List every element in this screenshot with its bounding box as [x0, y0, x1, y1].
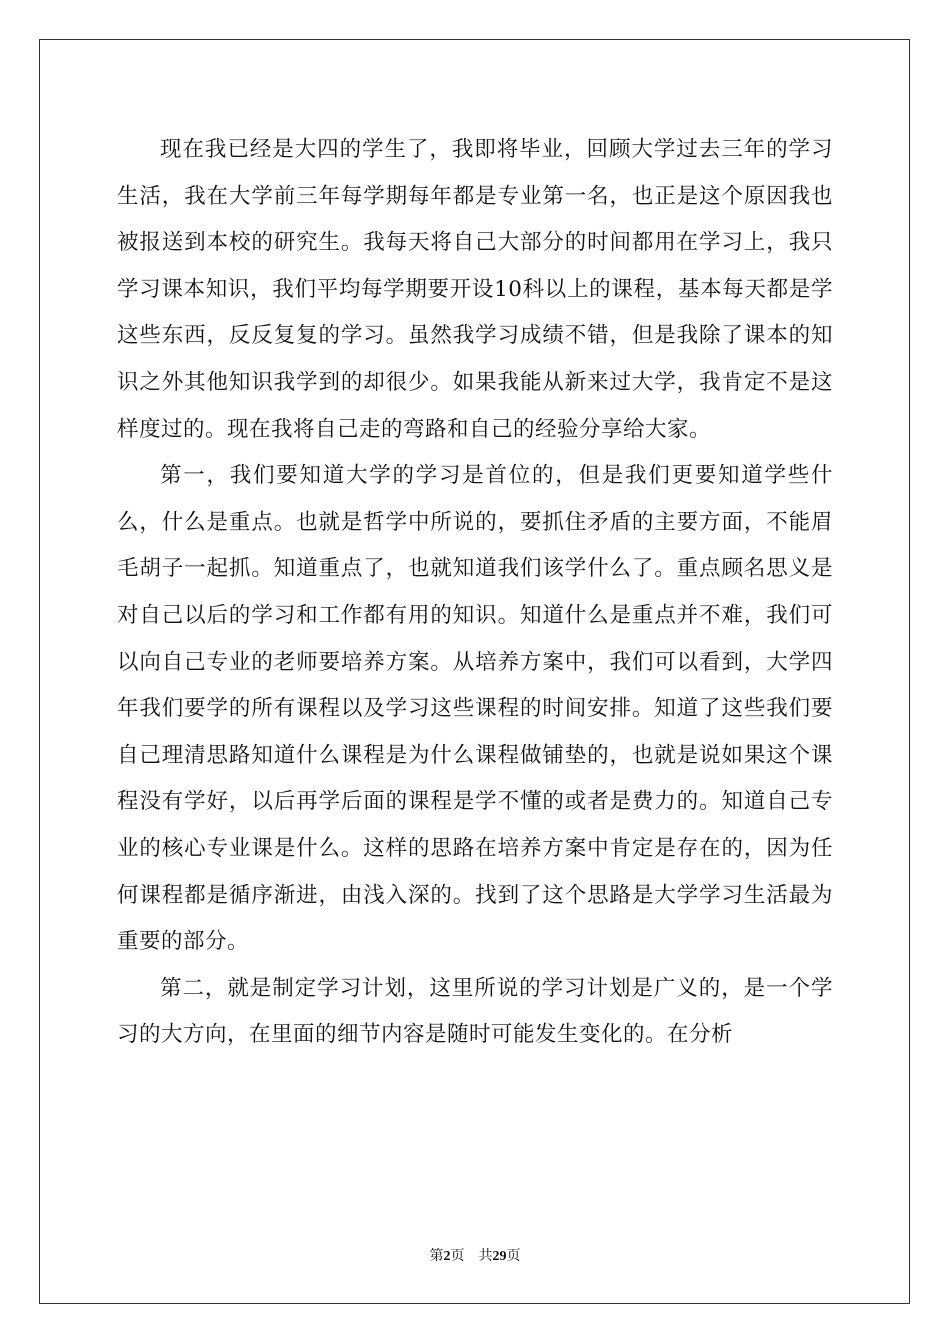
paragraph-2: 第一，我们要知道大学的学习是首位的，但是我们更要知道学些什么，什么是重点。也就是哲学中所说的，要抓住矛盾的主要方面，不能眉毛胡子一起抓。知道重点了，也就知道我们该学什么了。重点顾名思义是对自己以后的学习和工作都有用的知识。知道什么是重点并不难，我们可以向自己专业的老师要培养方案。从培养方案中，我们可以看到，大学四年我们要学的所有课程以及学习这些课程的时间安排。知道了这些我们要自己理清思路知道什么课程是为什么课程做铺垫的，也就是说如果这个课程没有学好，以后再学后面的课程是学不懂的或者是费力的。知道自己专业的核心专业课是什么。这样的思路在培养方案中肯定是存在的，因为任何课程都是循序渐进，由浅入深的。找到了这个思路是大学学习生活最为重要的部分。 [117, 463, 833, 955]
total-prefix: 共 [478, 1248, 493, 1264]
total-suffix: 页 [506, 1248, 521, 1264]
page-prefix: 第 [429, 1248, 444, 1264]
page-number: 2 [443, 1249, 451, 1264]
document-body [117, 127, 833, 1059]
total-pages: 29 [492, 1249, 507, 1264]
page-footer [0, 1247, 950, 1266]
page-suffix: 页 [450, 1248, 465, 1264]
paragraph-3: 第二，就是制定学习计划，这里所说的学习计划是广义的，是一个学习的大方向，在里面的细节内容是随时可能发生变化的。在分析 [117, 975, 833, 1048]
paragraph-1: 现在我已经是大四的学生了，我即将毕业，回顾大学过去三年的学习生活，我在大学前三年每学期每年都是专业第一名，也正是这个原因我也被报送到本校的研究生。我每天将自己大部分的时间都用在学习上，我只学习课本知识，我们平均每学期要开设10科以上的课程，基本每天都是学这些东西，反反复复的学习。虽然我学习成绩不错，但是我除了课本的知识之外其他知识我学到的却很少。如果我能从新来过大学，我肯定不是这样度过的。现在我将自己走的弯路和自己的经验分享给大家。 [117, 137, 833, 442]
